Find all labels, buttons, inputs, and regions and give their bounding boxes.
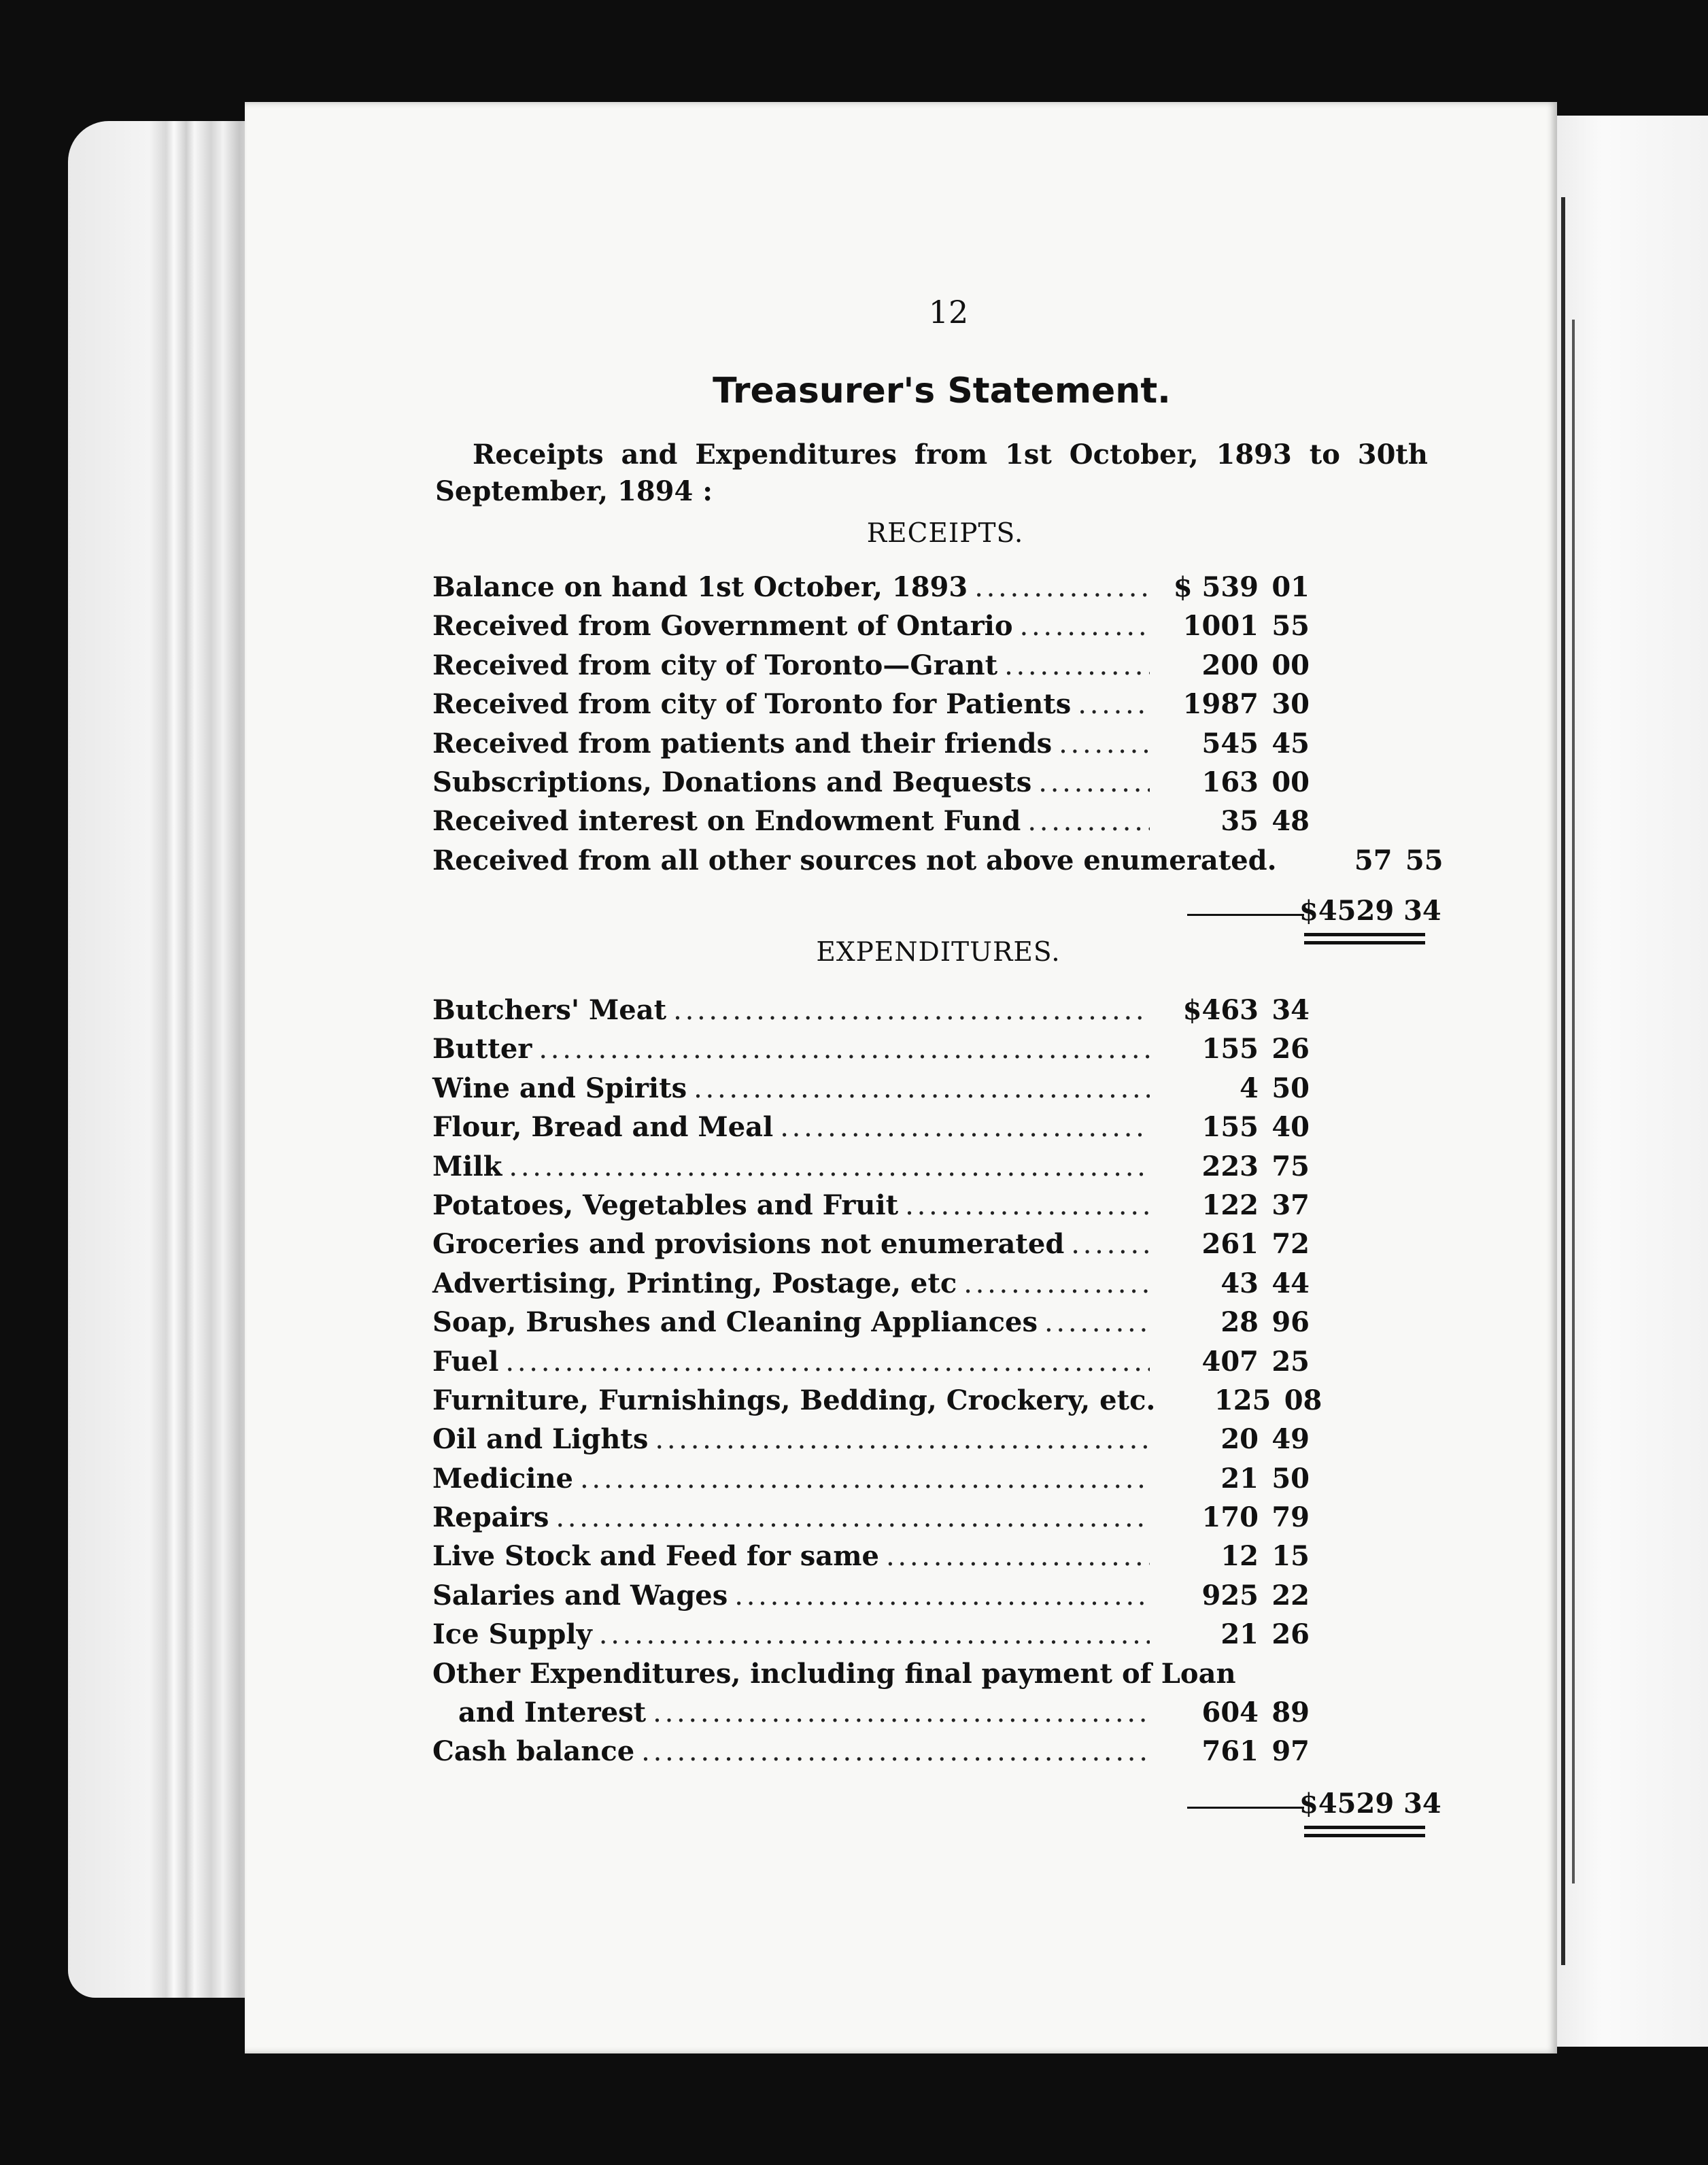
ledger-row — [432, 1463, 1310, 1501]
expenditures-total-amount: $4529 34 — [1299, 1788, 1441, 1820]
ledger-row — [432, 994, 1310, 1033]
receipts-table — [432, 571, 1444, 883]
row-dollars: 122 — [1201, 1189, 1259, 1221]
leader-dots — [1027, 806, 1150, 837]
ledger-row — [432, 1346, 1310, 1384]
row-label: Received from city of Toronto for Patients — [432, 688, 1072, 721]
leader-dots — [1044, 1307, 1150, 1338]
row-cents: 48 — [1271, 805, 1310, 838]
row-dollars: 21 — [1220, 1462, 1259, 1495]
ledger-row — [432, 1033, 1310, 1072]
row-cents: 37 — [1271, 1189, 1310, 1221]
row-dollars: 28 — [1220, 1306, 1259, 1339]
ledger-row — [432, 688, 1310, 727]
row-label: Received from patients and their friends — [432, 727, 1053, 760]
row-cents: 45 — [1271, 727, 1310, 760]
row-cents: 25 — [1271, 1345, 1310, 1378]
row-dollars: 4 — [1240, 1072, 1259, 1104]
receipts-heading: RECEIPTS. — [866, 518, 1024, 549]
total-double-rule — [1304, 1826, 1425, 1829]
row-dollars: 125 — [1214, 1384, 1271, 1416]
leader-dots — [905, 1190, 1150, 1221]
facing-page-edge — [1557, 116, 1708, 2047]
receipts-total — [1187, 895, 1441, 956]
row-label: Received interest on Endowment Fund — [432, 805, 1021, 838]
leader-dots — [1004, 650, 1150, 681]
ledger-row — [432, 805, 1310, 844]
row-dollars: 223 — [1201, 1150, 1259, 1182]
row-label: Potatoes, Vegetables and Fruit — [432, 1189, 899, 1221]
row-label: Other Expenditures, including final payment of Loan — [432, 1657, 1236, 1690]
row-dollars: $463 — [1182, 994, 1259, 1026]
leader-dots — [1020, 611, 1150, 642]
leader-dots — [1038, 767, 1150, 798]
ledger-row — [432, 1384, 1322, 1423]
ledger-row — [432, 1189, 1310, 1228]
row-cents: 49 — [1271, 1423, 1310, 1456]
row-cents: 26 — [1271, 1033, 1310, 1066]
row-dollars: 155 — [1201, 1111, 1259, 1144]
ledger-row — [432, 1306, 1310, 1345]
leader-dots — [641, 1736, 1150, 1767]
row-cents: 55 — [1405, 844, 1444, 876]
row-dollars: 170 — [1201, 1501, 1259, 1534]
row-cents: 40 — [1271, 1111, 1310, 1144]
row-cents: 97 — [1271, 1735, 1310, 1768]
row-cents: 00 — [1271, 649, 1310, 681]
row-cents: 44 — [1271, 1267, 1310, 1299]
row-label: Repairs — [432, 1501, 549, 1534]
row-cents: 22 — [1271, 1579, 1310, 1612]
receipts-total-amount: $4529 34 — [1299, 895, 1441, 927]
expenditures-heading: EXPENDITURES. — [816, 937, 1061, 968]
row-dollars: 155 — [1201, 1033, 1259, 1066]
expenditures-table — [432, 994, 1322, 1775]
row-cents: 89 — [1271, 1697, 1310, 1729]
row-dollars: 35 — [1220, 805, 1259, 838]
total-double-rule — [1304, 1834, 1425, 1837]
row-cents: 08 — [1284, 1384, 1322, 1416]
leader-dots — [694, 1073, 1150, 1104]
row-cents: 55 — [1271, 610, 1310, 643]
total-rule — [1187, 1807, 1304, 1809]
row-dollars: 1001 — [1182, 610, 1259, 643]
ledger-row — [432, 1618, 1310, 1657]
row-label: Medicine — [432, 1462, 573, 1495]
row-label: Subscriptions, Donations and Bequests — [432, 766, 1032, 798]
total-double-rule — [1304, 933, 1425, 936]
row-label: Received from Government of Ontario — [432, 610, 1013, 643]
leader-dots — [509, 1151, 1150, 1182]
row-label: Fuel — [432, 1345, 499, 1378]
row-dollars: 200 — [1201, 649, 1259, 681]
row-label: Balance on hand 1st October, 1893 — [432, 571, 968, 603]
leader-dots — [556, 1502, 1150, 1533]
row-cents: 01 — [1271, 571, 1310, 603]
row-dollars: 57 — [1354, 844, 1393, 876]
row-label: Butchers' Meat — [432, 994, 667, 1026]
ledger-row — [432, 1228, 1310, 1267]
leader-dots — [1078, 689, 1150, 720]
leader-dots — [653, 1697, 1150, 1728]
row-dollars: 1987 — [1182, 688, 1259, 721]
page-number: 12 — [928, 294, 969, 330]
leader-dots — [505, 1346, 1150, 1378]
ledger-row — [432, 610, 1310, 649]
binding-thread — [1572, 320, 1575, 1883]
row-label: Salaries and Wages — [432, 1579, 728, 1612]
row-dollars: 261 — [1201, 1228, 1259, 1261]
ledger-row — [432, 766, 1310, 805]
binding-seam — [1561, 197, 1565, 1965]
row-dollars: 12 — [1220, 1540, 1259, 1573]
leader-dots — [655, 1424, 1150, 1455]
ledger-row — [432, 1111, 1310, 1150]
row-label: Furniture, Furnishings, Bedding, Crockery, etc. — [432, 1384, 1156, 1416]
row-label: Butter — [432, 1033, 532, 1066]
ledger-row — [432, 1501, 1310, 1540]
ledger-row — [432, 1150, 1310, 1189]
row-label: Flour, Bread and Meal — [432, 1111, 774, 1144]
page-stack-edges — [68, 121, 272, 1998]
leader-dots — [599, 1619, 1150, 1650]
row-dollars: 43 — [1220, 1267, 1259, 1299]
row-dollars: 407 — [1201, 1345, 1259, 1378]
ledger-row — [432, 649, 1310, 688]
ledger-row — [432, 1580, 1310, 1618]
row-label: Received from all other sources not above enumerated. — [432, 844, 1277, 876]
row-dollars: 163 — [1201, 766, 1259, 798]
row-cents: 26 — [1271, 1618, 1310, 1651]
row-cents: 50 — [1271, 1462, 1310, 1495]
leader-dots — [1071, 1229, 1150, 1260]
ledger-row — [432, 1540, 1310, 1579]
row-label: Oil and Lights — [432, 1423, 649, 1456]
ledger-row — [432, 1658, 1310, 1697]
leader-dots — [886, 1541, 1150, 1572]
leader-dots — [780, 1112, 1150, 1143]
ledger-row — [432, 1697, 1310, 1735]
total-double-rule — [1304, 941, 1425, 944]
row-label: Live Stock and Feed for same — [432, 1540, 879, 1573]
row-cents: 15 — [1271, 1540, 1310, 1573]
row-dollars: $ 539 — [1173, 571, 1259, 603]
row-dollars: 545 — [1201, 727, 1259, 760]
leader-dots — [974, 572, 1150, 603]
row-cents: 79 — [1271, 1501, 1310, 1534]
row-dollars: 21 — [1220, 1618, 1259, 1651]
row-label: and Interest — [458, 1697, 647, 1729]
ledger-row — [432, 1735, 1310, 1774]
row-cents: 96 — [1271, 1306, 1310, 1339]
leader-dots — [673, 995, 1150, 1026]
leader-dots — [734, 1580, 1150, 1612]
row-label: Ice Supply — [432, 1618, 592, 1651]
ledger-row — [432, 1423, 1310, 1462]
leader-dots — [539, 1034, 1150, 1065]
row-label: Milk — [432, 1150, 502, 1182]
row-label: Advertising, Printing, Postage, etc — [432, 1267, 957, 1299]
total-rule — [1187, 914, 1304, 916]
row-cents: 34 — [1271, 994, 1310, 1026]
ledger-row — [432, 571, 1310, 610]
row-label: Wine and Spirits — [432, 1072, 687, 1104]
row-cents: 72 — [1271, 1228, 1310, 1261]
row-cents: 75 — [1271, 1150, 1310, 1182]
row-dollars: 925 — [1201, 1579, 1259, 1612]
ledger-row — [432, 844, 1444, 883]
page-title: Treasurer's Statement. — [713, 371, 1171, 411]
row-dollars: 761 — [1201, 1735, 1259, 1768]
ledger-row — [432, 1267, 1310, 1306]
row-dollars: 604 — [1201, 1697, 1259, 1729]
ledger-row — [432, 728, 1310, 766]
row-label: Soap, Brushes and Cleaning Appliances — [432, 1306, 1038, 1339]
leader-dots — [1059, 728, 1150, 760]
row-label: Cash balance — [432, 1735, 635, 1768]
expenditures-total — [1187, 1788, 1441, 1849]
row-cents: 50 — [1271, 1072, 1310, 1104]
ledger-row — [432, 1072, 1310, 1111]
row-cents: 00 — [1271, 766, 1310, 798]
row-cents: 30 — [1271, 688, 1310, 721]
leader-dots — [963, 1268, 1150, 1299]
row-dollars: 20 — [1220, 1423, 1259, 1456]
intro-paragraph: Receipts and Expenditures from 1st October, 1893 to 30th September, 1894 : — [435, 439, 1428, 507]
leader-dots — [580, 1463, 1150, 1495]
row-label: Received from city of Toronto—Grant — [432, 649, 998, 681]
row-label: Groceries and provisions not enumerated — [432, 1228, 1065, 1261]
